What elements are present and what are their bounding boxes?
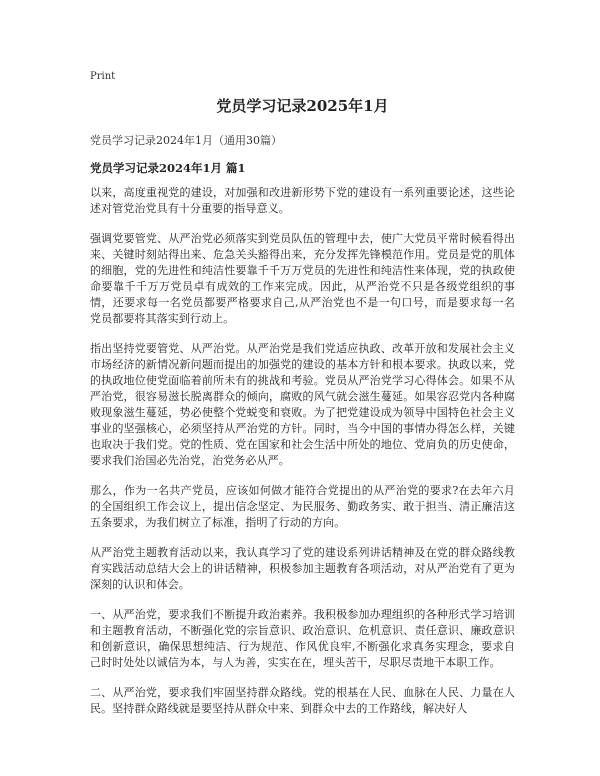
paragraph-6: 一、从严治党，要求我们不断提升政治素养。我积极参加办理组织的各种形式学习培训和主题教育活动，不断强化党的宗旨意识、政治意识、危机意识、责任意识、廉政意识和创新意识，确保思想纯洁、行为规范、作风优良牢,不断强化求真务实理念，要求自己时时处处以诚信为本，与人为善，实实在在，埋头苦干，尽职尽责地干本职工作。 — [90, 608, 515, 669]
section-heading: 党员学习记录2024年1月 篇1 — [90, 161, 246, 175]
paragraph-5: 从严治党主题教育活动以来，我认真学习了党的建设系列讲话精神及在党的群众路线教育实践活动总结大会上的讲话精神，积极参加主题教育各项活动，对从严治党有了更为深刻的认识和体会。 — [90, 546, 515, 591]
paragraph-1: 以来，高度重视党的建设，对加强和改进新形势下党的建设有一系列重要论述，这些论述对管党治党具有十分重要的指导意义。 — [90, 186, 515, 215]
page-title: 党员学习记录2025年1月 — [216, 97, 389, 115]
document-page — [90, 0, 515, 776]
paragraph-4: 那么，作为一名共产党员，应该如何做才能符合党提出的从严治党的要求?在去年六月的全国组织工作会议上，提出信念坚定、为民服务、勤政务实、敢于担当、清正廉洁这五条要求，为我们树立了标准，指明了行动的方向。 — [90, 484, 515, 529]
article-body — [90, 185, 515, 731]
paragraph-2: 强调党要管党、从严治党必须落实到党员队伍的管理中去，使广大党员平常时候看得出来、关键时刻站得出来、危急关头豁得出来，充分发挥先锋模范作用。党员是党的肌体的细胞，党的先进性和纯洁性要靠千千万万党员的先进性和纯洁性来体现，党的执政使命要靠千千万万党员卓有成效的工作来完成。因此，从严治党不只是各级党组织的事情，还要求每一名党员都要严格要求自己,从严治党也不是一句口号，而是要求每一名党员都要将其落实到行动上。 — [90, 232, 515, 325]
subtitle: 党员学习记录2024年1月（通用30篇） — [90, 134, 282, 147]
print-link[interactable]: Print — [90, 71, 116, 82]
paragraph-7: 二、从严治党，要求我们牢固坚持群众路线。党的根基在人民、血脉在人民、力量在人民。坚持群众路线就是要坚持从群众中来、到群众中去的工作路线，解决好人 — [90, 686, 515, 715]
paragraph-3: 指出坚持党要管党、从严治党。从严治党是我们党适应执政、改革开放和发展社会主义市场经济的新情况新问题而提出的加强党的建设的基本方针和根本要求。执政以来，党的执政地位使党面临着前所未有的挑战和考验。党员从严治党学习心得体会。如果不从严治党，很容易滋长脱离群众的倾向，腐败的风气就会滋生蔓延。如果容忍党内各种腐败现象滋生蔓延，势必使整个党蜕变和衰败。为了把党建设成为领导中国特色社会主义事业的坚强核心，必须坚持从严治党的方针。同时，当今中国的事情办得怎么样，关键也取决于我们党。党的性质、党在国家和社会生活中所处的地位、党肩负的历史使命，要求我们治国必先治党，治党务必从严。 — [90, 342, 515, 467]
